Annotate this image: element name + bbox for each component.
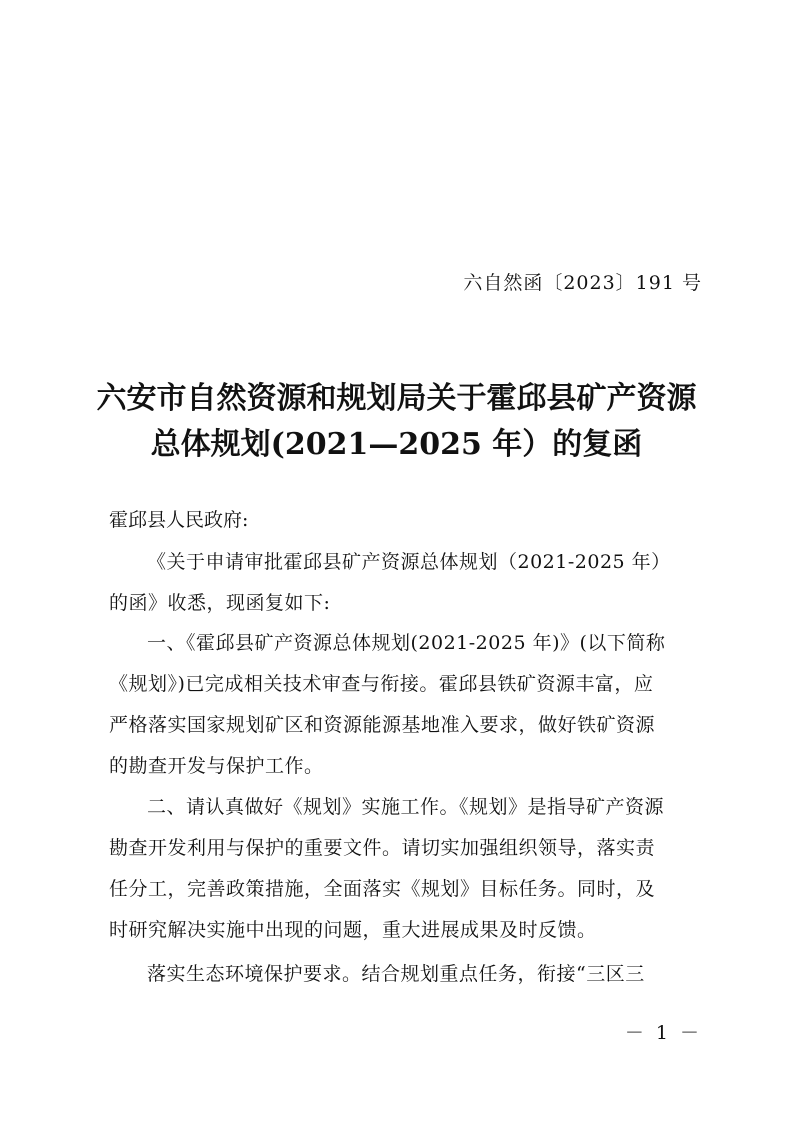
body-line: 一、《霍邱县矿产资源总体规划(2021-2025 年)》(以下简称 bbox=[147, 632, 666, 654]
page-number: － 1 － bbox=[624, 1022, 702, 1044]
body-line: 严格落实国家规划矿区和资源能源基地准入要求，做好铁矿资源 bbox=[109, 714, 656, 736]
body-line: 的勘查开发与保护工作。 bbox=[109, 755, 324, 777]
salutation: 霍邱县人民政府: bbox=[109, 509, 249, 531]
body-line: 落实生态环境保护要求。结合规划重点任务，衔接“三区三 bbox=[147, 963, 645, 985]
body-line: 二、请认真做好《规划》实施工作。《规划》是指导矿产资源 bbox=[147, 796, 665, 818]
body-line: 《关于申请审批霍邱县矿产资源总体规划（2021-2025 年） bbox=[147, 551, 671, 573]
document-title bbox=[80, 376, 713, 468]
title-line-2: 总体规划(2021—2025 年）的复函 bbox=[150, 427, 643, 462]
document-number: 六自然函〔2023〕191 号 bbox=[463, 272, 702, 294]
title-line-1: 六安市自然资源和规划局关于霍邱县矿产资源 bbox=[96, 381, 697, 416]
body-line: 《规划》)已完成相关技术审查与衔接。霍邱县铁矿资源丰富，应 bbox=[109, 673, 654, 695]
body-line: 的函》收悉，现函复如下: bbox=[109, 592, 331, 614]
body-line: 时研究解决实施中出现的问题，重大进展成果及时反馈。 bbox=[109, 919, 597, 941]
body-line: 任分工，完善政策措施，全面落实《规划》目标任务。同时，及 bbox=[109, 878, 656, 900]
body-line: 勘查开发利用与保护的重要文件。请切实加强组织领导，落实责 bbox=[109, 837, 656, 859]
